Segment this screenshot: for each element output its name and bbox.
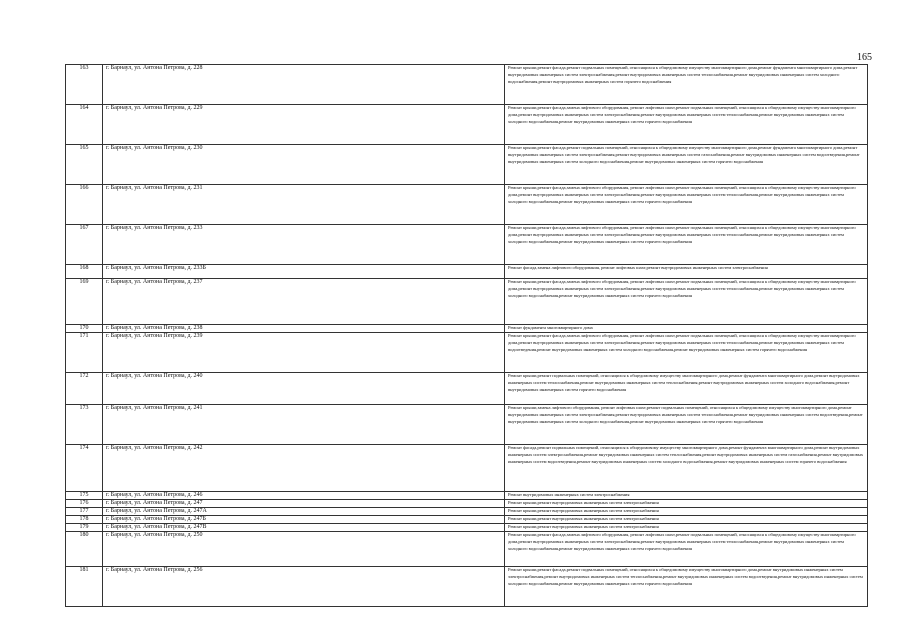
address-cell: г. Барнаул, ул. Антона Петрова, д. 238 <box>103 325 505 333</box>
table-row <box>66 567 868 607</box>
table-row <box>66 145 868 185</box>
work-description-cell: Ремонт крыши,ремонт фасада,замена лифтового оборудования, ремонт лифтовых шахт,ремонт подвальных помещений, относящихся к общедомовому имуществу многоквартирного дома,ремонт внутридомовых инженерных систем электроснабжения,ремонт внутридомовых инженерных систем теплоснабжения,ремонт внутридомовых инженерных систем холодного водоснабжения,ремонт внутридомовых инженерных систем горячего водоснабжения <box>505 225 868 265</box>
table-row <box>66 445 868 492</box>
work-description-cell: Ремонт крыши,ремонт фасада,замена лифтового оборудования, ремонт лифтовых шахт,ремонт подвальных помещений, относящихся к общедомовому имуществу многоквартирного дома,ремонт внутридомовых инженерных систем электроснабжения,ремонт внутридомовых инженерных систем теплоснабжения,ремонт внутридомовых инженерных систем водоотведения,ремонт внутридомовых инженерных систем холодного водоснабжения,ремонт внутридомовых инженерных систем горячего водоснабжения <box>505 333 868 373</box>
address-cell: г. Барнаул, ул. Антона Петрова, д. 246 <box>103 492 505 500</box>
address-cell: г. Барнаул, ул. Антона Петрова, д. 237 <box>103 279 505 325</box>
table-row <box>66 524 868 532</box>
row-number-cell: 166 <box>66 185 103 225</box>
work-description-cell: Ремонт крыши,ремонт фасада,ремонт подвальных помещений, относящихся к общедомовому имуществу многоквартирного дома,ремонт внутридомовых инженерных систем электроснабжения,ремонт внутридомовых инженерных систем теплоснабжения,ремонт внутридомовых инженерных систем водоотведения,ремонт внутридомовых инженерных систем холодного водоснабжения,ремонт внутридомовых инженерных систем горячего водоснабжения <box>505 567 868 607</box>
table-row <box>66 333 868 373</box>
address-cell: г. Барнаул, ул. Антона Петрова, д. 230 <box>103 145 505 185</box>
work-description-cell: Ремонт крыши,ремонт фасада,ремонт подвальных помещений, относящихся к общедомовому имуществу многоквартирного дома,ремонт фундамента многоквартирного дома,ремонт внутридомовых инженерных систем электроснабжения,ремонт внутридомовых инженерных систем газоснабжения,ремонт внутридомовых инженерных систем водоотведения,ремонт внутридомовых инженерных систем холодного водоснабжения,ремонт внутридомовых инженерных систем горячего водоснабжения <box>505 145 868 185</box>
row-number-cell: 175 <box>66 492 103 500</box>
table-row <box>66 516 868 524</box>
row-number-cell: 177 <box>66 508 103 516</box>
table-row <box>66 105 868 145</box>
row-number-cell: 164 <box>66 105 103 145</box>
table-row <box>66 185 868 225</box>
table-row <box>66 508 868 516</box>
work-description-cell: Ремонт крыши,замена лифтового оборудования, ремонт лифтовых шахт,ремонт подвальных помещений, относящихся к общедомовому имуществу многоквартирного дома,ремонт внутридомовых инженерных систем электроснабжения,ремонт внутридомовых инженерных систем теплоснабжения,ремонт внутридомовых инженерных систем водоотведения,ремонт внутридомовых инженерных систем холодного водоснабжения,ремонт внутридомовых инженерных систем горячего водоснабжения <box>505 405 868 445</box>
work-description-cell: Ремонт фасада,замена лифтового оборудования, ремонт лифтовых шахт,ремонт внутридомовых инженерных систем электроснабжения <box>505 265 868 279</box>
work-description-cell: Ремонт фундамента многоквартирного дома <box>505 325 868 333</box>
row-number-cell: 173 <box>66 405 103 445</box>
page-number: 165 <box>857 52 872 63</box>
table-row <box>66 265 868 279</box>
repair-table <box>65 64 868 607</box>
work-description-cell: Ремонт крыши,ремонт фасада,замена лифтового оборудования, ремонт лифтовых шахт,ремонт подвальных помещений, относящихся к общедомовому имуществу многоквартирного дома,ремонт внутридомовых инженерных систем электроснабжения,ремонт внутридомовых инженерных систем теплоснабжения,ремонт внутридомовых инженерных систем холодного водоснабжения,ремонт внутридомовых инженерных систем горячего водоснабжения <box>505 279 868 325</box>
work-description-cell: Ремонт фасада,ремонт подвальных помещений, относящихся к общедомовому имуществу многоквартирного дома,ремонт фундамента многоквартирного дома,ремонт внутридомовых инженерных систем электроснабжения,ремонт внутридомовых инженерных систем теплоснабжения,ремонт внутридомовых инженерных систем газоснабжения,ремонт внутридомовых инженерных систем водоотведения,ремонт внутридомовых инженерных систем холодного водоснабжения,ремонт внутридомовых инженерных систем горячего водоснабжения <box>505 445 868 492</box>
work-description-cell: Ремонт крыши,ремонт внутридомовых инженерных систем электроснабжения <box>505 524 868 532</box>
address-cell: г. Барнаул, ул. Антона Петрова, д. 228 <box>103 65 505 105</box>
table-row <box>66 492 868 500</box>
work-description-cell: Ремонт крыши,ремонт фасада,замена лифтового оборудования, ремонт лифтовых шахт,ремонт подвальных помещений, относящихся к общедомовому имуществу многоквартирного дома,ремонт внутридомовых инженерных систем электроснабжения,ремонт внутридомовых инженерных систем теплоснабжения,ремонт внутридомовых инженерных систем холодного водоснабжения,ремонт внутридомовых инженерных систем горячего водоснабжения <box>505 185 868 225</box>
table-row <box>66 532 868 567</box>
address-cell: г. Барнаул, ул. Антона Петрова, д. 241 <box>103 405 505 445</box>
table-row <box>66 373 868 405</box>
row-number-cell: 174 <box>66 445 103 492</box>
address-cell: г. Барнаул, ул. Антона Петрова, д. 239 <box>103 333 505 373</box>
address-cell: г. Барнаул, ул. Антона Петрова, д. 250 <box>103 532 505 567</box>
row-number-cell: 168 <box>66 265 103 279</box>
address-cell: г. Барнаул, ул. Антона Петрова, д. 247Б <box>103 516 505 524</box>
row-number-cell: 163 <box>66 65 103 105</box>
table-body <box>66 65 868 607</box>
table-row <box>66 65 868 105</box>
address-cell: г. Барнаул, ул. Антона Петрова, д. 240 <box>103 373 505 405</box>
row-number-cell: 170 <box>66 325 103 333</box>
work-description-cell: Ремонт крыши,ремонт фасада,замена лифтового оборудования, ремонт лифтовых шахт,ремонт подвальных помещений, относящихся к общедомовому имуществу многоквартирного дома,ремонт внутридомовых инженерных систем электроснабжения,ремонт внутридомовых инженерных систем теплоснабжения,ремонт внутридомовых инженерных систем холодного водоснабжения,ремонт внутридомовых инженерных систем горячего водоснабжения <box>505 532 868 567</box>
row-number-cell: 180 <box>66 532 103 567</box>
row-number-cell: 169 <box>66 279 103 325</box>
row-number-cell: 165 <box>66 145 103 185</box>
address-cell: г. Барнаул, ул. Антона Петрова, д. 233Б <box>103 265 505 279</box>
row-number-cell: 181 <box>66 567 103 607</box>
work-description-cell: Ремонт крыши,ремонт внутридомовых инженерных систем электроснабжения <box>505 508 868 516</box>
table-row <box>66 225 868 265</box>
work-description-cell: Ремонт крыши,ремонт фасада,замена лифтового оборудования, ремонт лифтовых шахт,ремонт подвальных помещений, относящихся к общедомовому имуществу многоквартирного дома,ремонт внутридомовых инженерных систем электроснабжения,ремонт внутридомовых инженерных систем теплоснабжения,ремонт внутридомовых инженерных систем холодного водоснабжения,ремонт внутридомовых инженерных систем горячего водоснабжения <box>505 105 868 145</box>
work-description-cell: Ремонт крыши,ремонт внутридомовых инженерных систем электроснабжения <box>505 500 868 508</box>
address-cell: г. Барнаул, ул. Антона Петрова, д. 242 <box>103 445 505 492</box>
row-number-cell: 172 <box>66 373 103 405</box>
address-cell: г. Барнаул, ул. Антона Петрова, д. 247 <box>103 500 505 508</box>
address-cell: г. Барнаул, ул. Антона Петрова, д. 247В <box>103 524 505 532</box>
address-cell: г. Барнаул, ул. Антона Петрова, д. 247А <box>103 508 505 516</box>
table-row <box>66 405 868 445</box>
work-description-cell: Ремонт крыши,ремонт внутридомовых инженерных систем электроснабжения <box>505 516 868 524</box>
table-row <box>66 325 868 333</box>
row-number-cell: 171 <box>66 333 103 373</box>
table-row <box>66 500 868 508</box>
work-description-cell: Ремонт внутридомовых инженерных систем электроснабжения <box>505 492 868 500</box>
row-number-cell: 178 <box>66 516 103 524</box>
address-cell: г. Барнаул, ул. Антона Петрова, д. 233 <box>103 225 505 265</box>
work-description-cell: Ремонт крыши,ремонт подвальных помещений, относящихся к общедомовому имуществу многоквартирного дома,ремонт фундамента многоквартирного дома,ремонт внутридомовых инженерных систем теплоснабжения,ремонт внутридомовых инженерных систем теплоснабжения,ремонт внутридомовых инженерных систем холодного водоснабжения,ремонт внутридомовых инженерных систем горячего водоснабжения <box>505 373 868 405</box>
work-description-cell: Ремонт крыши,ремонт фасада,ремонт подвальных помещений, относящихся к общедомовому имуществу многоквартирного дома,ремонт фундамента многоквартирного дома,ремонт внутридомовых инженерных систем электроснабжения,ремонт внутридомовых инженерных систем теплоснабжения,ремонт внутридомовых инженерных систем холодного водоснабжения,ремонт внутридомовых инженерных систем горячего водоснабжения <box>505 65 868 105</box>
address-cell: г. Барнаул, ул. Антона Петрова, д. 229 <box>103 105 505 145</box>
row-number-cell: 167 <box>66 225 103 265</box>
row-number-cell: 176 <box>66 500 103 508</box>
address-cell: г. Барнаул, ул. Антона Петрова, д. 256 <box>103 567 505 607</box>
address-cell: г. Барнаул, ул. Антона Петрова, д. 231 <box>103 185 505 225</box>
table-row <box>66 279 868 325</box>
row-number-cell: 179 <box>66 524 103 532</box>
